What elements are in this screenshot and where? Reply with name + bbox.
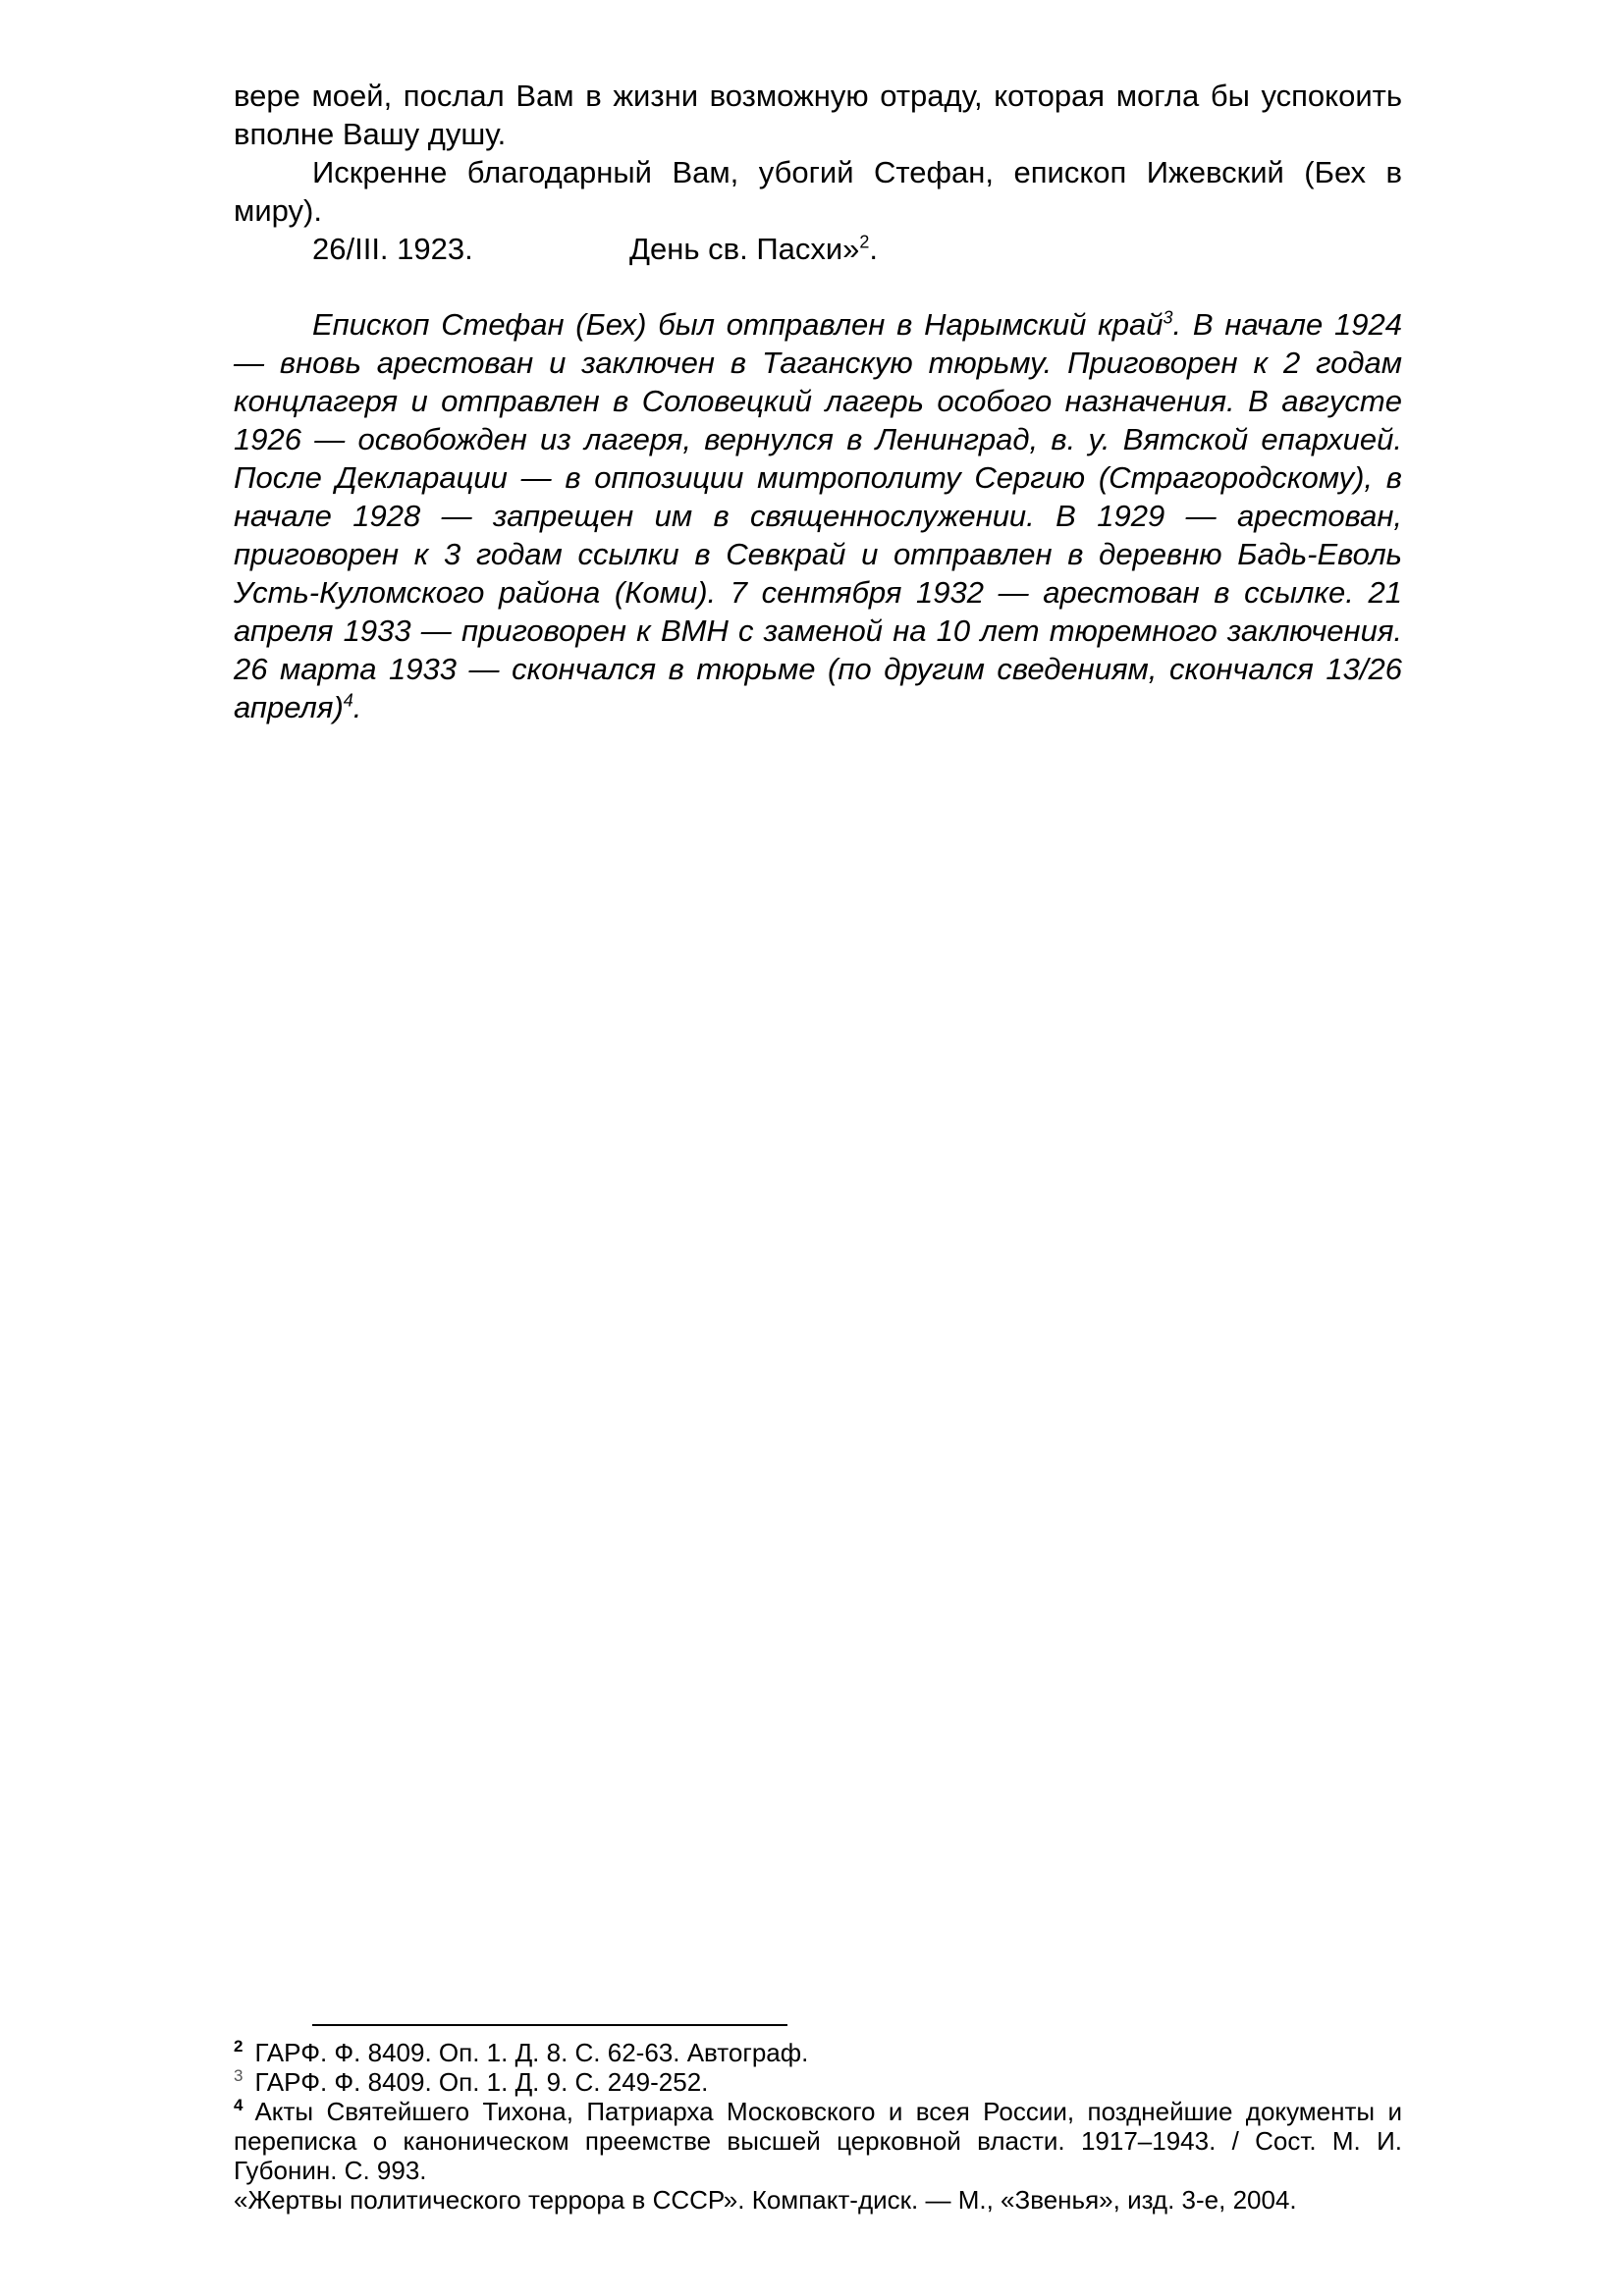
footnote-ref-2[interactable]: 2 — [859, 232, 870, 252]
footnote-text-4: Акты Святейшего Тихона, Патриарха Московского и всея России, позднейшие документы и переписка о каноническом преемстве высшей церковной власти. 1917–1943. / Сост. М. И. Губонин. С. 993. — [234, 2097, 1402, 2185]
footnote-text-4-continued: «Жертвы политического террора в СССР». Компакт-диск. — М., «Звенья», изд. 3-е, 2004. — [234, 2185, 1297, 2215]
footnote-ref-3[interactable]: 3 — [1163, 307, 1173, 328]
bio-paragraph — [234, 305, 1402, 726]
letter-date-line — [234, 230, 1402, 268]
footnote-text-2: ГАРФ. Ф. 8409. Оп. 1. Д. 8. С. 62-63. Автограф. — [254, 2038, 809, 2067]
letter-signature: Искренне благодарный Вам, убогий Стефан, епископ Ижевский (Бех в миру). — [234, 155, 1402, 228]
bio-text-1: Епископ Стефан (Бех) был отправлен в Нарымский край — [312, 307, 1164, 342]
footnote-separator — [312, 2024, 787, 2026]
footnotes-section — [234, 2024, 1402, 2215]
letter-day-end: . — [869, 232, 879, 266]
footnote-2 — [234, 2038, 1402, 2067]
footnote-4 — [234, 2097, 1402, 2185]
footnote-4-continued — [234, 2185, 1402, 2215]
bio-text-2: . В начале 1924 — вновь арестован и заключен в Таганскую тюрьму. Приговорен к 2 годам концлагеря и отправлен в Соловецкий лагерь особого назначения. В августе 1926 — освобожден из лагеря, вернулся в Ленинград, в. у. Вятской епархией. После Декларации — в оппозиции митрополиту Сергию (Страгородскому), в начале 1928 — запрещен им в священнослужении. В 1929 — арестован, приговорен к 3 годам ссылки в Севкрай и отправлен в деревню Бадь-Еволь Усть-Куломского района (Коми). 7 сентября 1932 — арестован в ссылке. 21 апреля 1933 — приговорен к ВМН с заменой на 10 лет тюремного заключения. 26 марта 1933 — скончался в тюрьме (по другим сведениям, скончался 13/26 апреля) — [234, 307, 1402, 724]
footnote-mark-3: 3 — [234, 2066, 244, 2086]
footnote-3 — [234, 2067, 1402, 2097]
footnote-ref-4[interactable]: 4 — [343, 690, 353, 711]
footnote-mark-4: 4 — [234, 2096, 244, 2115]
letter-day: День св. Пасхи» — [629, 232, 860, 266]
bio-text-3: . — [352, 690, 362, 724]
letter-paragraph-1: вере моей, послал Вам в жизни возможную отраду, которая могла бы успокоить вполне Вашу душу. — [234, 79, 1402, 151]
page-body — [234, 77, 1402, 726]
footnote-text-3: ГАРФ. Ф. 8409. Оп. 1. Д. 9. С. 249-252. — [254, 2067, 709, 2097]
letter-date: 26/III. 1923. — [312, 232, 473, 266]
footnote-mark-2: 2 — [234, 2037, 244, 2056]
